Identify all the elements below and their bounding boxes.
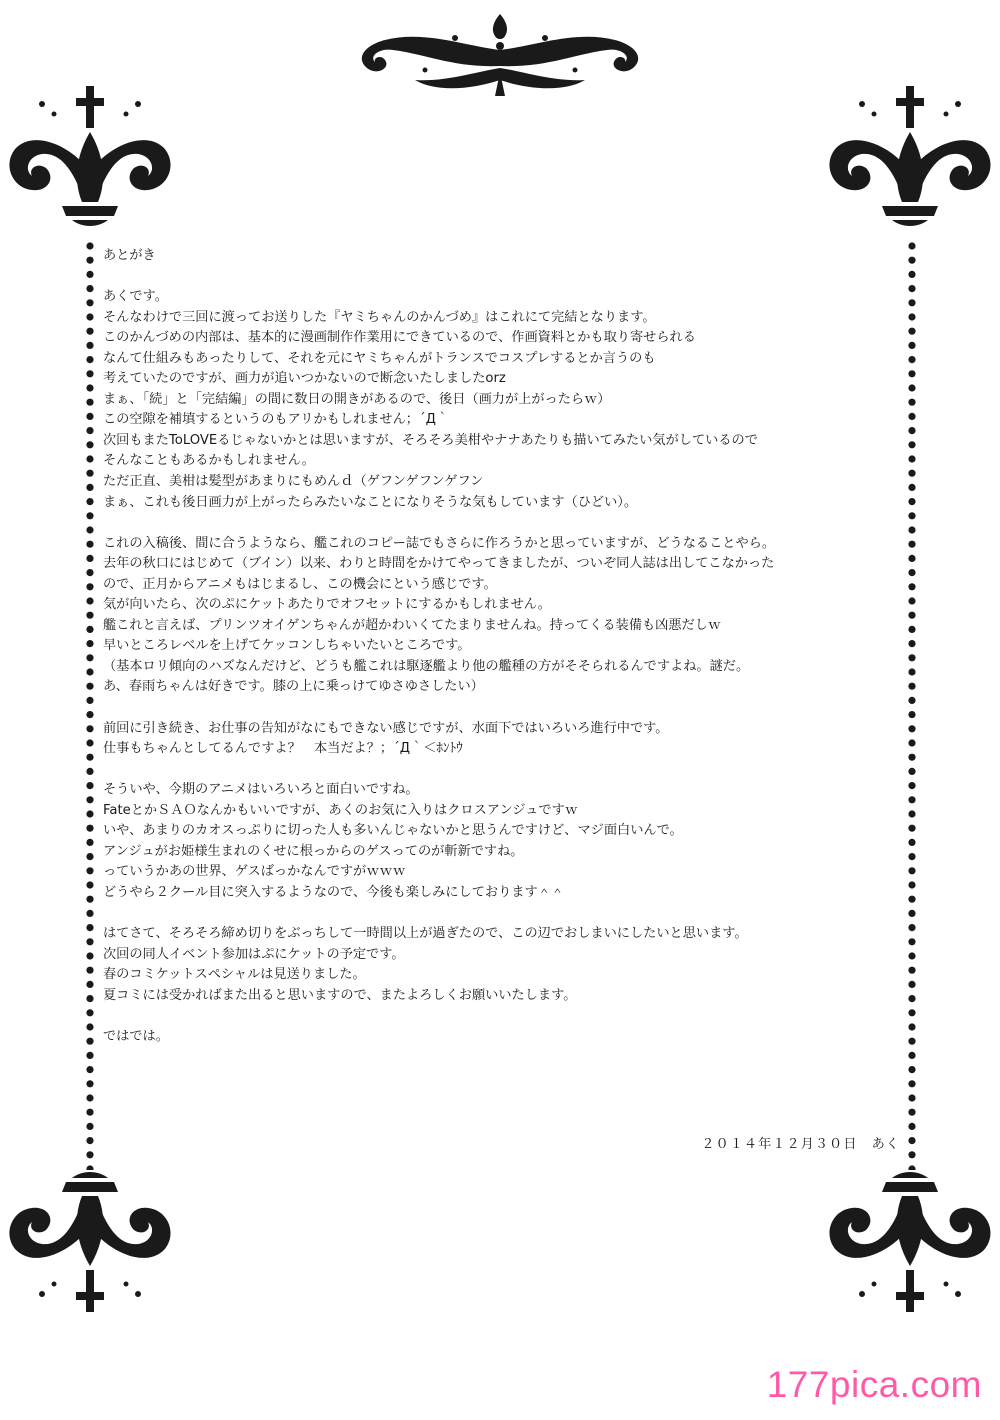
border-dot <box>86 1109 93 1116</box>
text-line: まぁ、これも後日画力が上がったらみたいなことになりそうな気もしています（ひどい）。 <box>103 494 638 510</box>
border-dot <box>908 754 915 761</box>
border-dot <box>908 569 915 576</box>
paragraph-gap <box>103 904 903 925</box>
border-dot <box>908 739 915 746</box>
border-dot <box>86 257 93 264</box>
border-dot <box>86 427 93 434</box>
site-watermark: 177pica.com <box>766 1364 982 1405</box>
border-dot <box>908 413 915 420</box>
border-dot <box>908 427 915 434</box>
border-dot <box>86 441 93 448</box>
border-dot <box>86 313 93 320</box>
right-dotted-border <box>906 240 918 1170</box>
border-dot <box>86 299 93 306</box>
border-dot <box>86 399 93 406</box>
border-dot <box>908 782 915 789</box>
paragraph-gap <box>103 513 903 534</box>
border-dot <box>86 853 93 860</box>
border-dot <box>908 867 915 874</box>
border-dot <box>908 1038 915 1045</box>
border-dot <box>908 952 915 959</box>
text-line: このかんづめの内部は、基本的に漫画制作作業用にできているので、作画資料とかも取り寄せられる <box>103 330 696 346</box>
border-dot <box>908 512 915 519</box>
border-dot <box>908 370 915 377</box>
border-dot <box>86 1151 93 1158</box>
text-line: （基本ロリ傾向のハズなんだけど、どうも艦これは駆逐艦より他の艦種の方がそそられるんですよね。謎だ。 <box>103 658 750 674</box>
border-dot <box>908 555 915 562</box>
border-dot <box>908 910 915 917</box>
border-dot <box>86 654 93 661</box>
border-dot <box>86 271 93 278</box>
border-dot <box>908 1080 915 1087</box>
border-dot <box>86 1080 93 1087</box>
border-dot <box>908 384 915 391</box>
border-dot <box>908 399 915 406</box>
text-line: っていうかあの世界、ゲスばっかなんですがｗｗｗ <box>103 864 406 880</box>
border-dot <box>86 896 93 903</box>
border-dot <box>86 1052 93 1059</box>
border-dot <box>86 668 93 675</box>
border-dot <box>86 1066 93 1073</box>
border-dot <box>908 441 915 448</box>
text-line: 春のコミケットスペシャルは見送りました。 <box>103 967 366 983</box>
border-dot <box>908 995 915 1002</box>
border-dot <box>86 1038 93 1045</box>
text-line: ただ正直、美柑は髪型があまりにもめんｄ（ゲフンゲフンゲフン <box>103 474 484 490</box>
border-dot <box>86 839 93 846</box>
afterword-body <box>103 287 903 1047</box>
border-dot <box>86 569 93 576</box>
border-dot <box>908 810 915 817</box>
border-dot <box>86 739 93 746</box>
border-dot <box>86 541 93 548</box>
border-dot <box>908 583 915 590</box>
border-dot <box>908 711 915 718</box>
afterword-text <box>103 246 903 1047</box>
border-dot <box>908 768 915 775</box>
top-right-cross-ornament <box>822 82 998 230</box>
border-dot <box>908 484 915 491</box>
text-line: ではでは。 <box>103 1028 169 1044</box>
text-line: 前回に引き続き、お仕事の告知がなにもできない感じですが、水面下ではいろいろ進行中です。 <box>103 720 669 736</box>
border-dot <box>908 541 915 548</box>
border-dot <box>908 967 915 974</box>
border-dot <box>86 796 93 803</box>
border-dot <box>86 768 93 775</box>
border-dot <box>908 1137 915 1144</box>
paragraph-gap <box>103 1006 903 1027</box>
border-dot <box>908 654 915 661</box>
border-dot <box>86 1009 93 1016</box>
border-dot <box>86 938 93 945</box>
border-dot <box>908 938 915 945</box>
border-dot <box>86 413 93 420</box>
border-dot <box>908 853 915 860</box>
border-dot <box>908 1165 915 1170</box>
border-dot <box>908 257 915 264</box>
border-dot <box>86 484 93 491</box>
border-dot <box>86 583 93 590</box>
border-dot <box>86 995 93 1002</box>
border-dot <box>908 612 915 619</box>
border-dot <box>908 839 915 846</box>
border-dot <box>908 498 915 505</box>
spacer <box>103 267 903 288</box>
border-dot <box>908 725 915 732</box>
border-dot <box>86 810 93 817</box>
border-dot <box>908 640 915 647</box>
border-dot <box>86 597 93 604</box>
text-line: 次回の同人イベント参加はぷにケットの予定です。 <box>103 946 405 962</box>
border-dot <box>908 981 915 988</box>
border-dot <box>86 1165 93 1170</box>
text-line: いや、あまりのカオスっぷりに切った人も多いんじゃないかと思うんですけど、マジ面白いんで。 <box>103 823 683 839</box>
text-line: あくです。 <box>103 289 168 305</box>
border-dot <box>908 896 915 903</box>
border-dot <box>86 356 93 363</box>
afterword-title: あとがき <box>103 248 156 263</box>
text-line: はてさて、そろそろ締め切りをぶっちして一時間以上が過ぎたので、この辺でおしまいにしたいと思います。 <box>103 926 748 942</box>
border-dot <box>908 328 915 335</box>
text-line: アンジュがお姫様生まれのくせに根っからのゲスってのが斬新ですね。 <box>103 843 524 859</box>
text-line: 夏コミには受かればまた出ると思いますので、またよろしくお願いいたします。 <box>103 987 577 1003</box>
border-dot <box>908 285 915 292</box>
border-dot <box>86 1137 93 1144</box>
border-dot <box>86 981 93 988</box>
border-dot <box>86 711 93 718</box>
border-dot <box>86 1123 93 1130</box>
top-flourish-ornament <box>345 10 655 100</box>
border-dot <box>908 597 915 604</box>
left-dotted-border <box>84 240 96 1170</box>
border-dot <box>908 1066 915 1073</box>
border-dot <box>86 924 93 931</box>
text-line: FateとかＳＡＯなんかもいいですが、あくのお気に入りはクロスアンジュですｗ <box>103 802 578 818</box>
border-dot <box>908 924 915 931</box>
border-dot <box>86 1023 93 1030</box>
border-dot <box>86 342 93 349</box>
bottom-right-cross-ornament <box>822 1168 998 1316</box>
text-line: なんて仕組みもあったりして、それを元にヤミちゃんがトランスでコスプレするとか言うのも <box>103 350 656 366</box>
text-line: 艦これと言えば、プリンツオイゲンちゃんが超かわいくてたまりませんね。持ってくる装備も凶悪だしｗ <box>103 617 722 633</box>
text-line: 早いところレベルを上げてケッコンしちゃいたいところです。 <box>103 638 471 654</box>
border-dot <box>908 697 915 704</box>
border-dot <box>86 242 93 249</box>
border-dot <box>908 271 915 278</box>
border-dot <box>86 683 93 690</box>
border-dot <box>86 384 93 391</box>
text-line: この空隙を補填するというのもアリかもしれません；´Д｀ <box>103 412 450 428</box>
border-dot <box>86 328 93 335</box>
border-dot <box>86 526 93 533</box>
border-dot <box>908 881 915 888</box>
border-dot <box>908 342 915 349</box>
text-line: 次回もまたToLOVEるじゃないかとは思いますが、そろそろ美柑やナナあたりも描いてみたい気がしているので <box>103 432 758 448</box>
border-dot <box>908 1009 915 1016</box>
text-line: これの入稿後、間に合うようなら、艦これのコピー誌でもさらに作ろうかと思っていますが、どうなることやら。 <box>103 535 776 551</box>
text-line: まぁ、「続」と「完結編」の間に数日の開きがあるので、後日（画力が上がったらｗ） <box>103 391 611 407</box>
date-signature: ２０１４年１２月３０日 あく <box>701 1137 900 1152</box>
text-line: そういや、今期のアニメはいろいろと面白いですね。 <box>103 782 419 798</box>
border-dot <box>908 683 915 690</box>
border-dot <box>908 526 915 533</box>
border-dot <box>86 455 93 462</box>
border-dot <box>86 754 93 761</box>
border-dot <box>908 313 915 320</box>
bottom-left-cross-ornament <box>2 1168 178 1316</box>
border-dot <box>86 370 93 377</box>
border-dot <box>86 498 93 505</box>
border-dot <box>86 612 93 619</box>
text-line: 仕事もちゃんとしてるんですよ？ 本当だよ？；´Д｀＜ﾎﾝﾄｳ <box>103 741 463 757</box>
text-line: そんなわけで三回に渡ってお送りした『ヤミちゃんのかんづめ』はこれにて完結となります。 <box>103 309 656 325</box>
border-dot <box>86 881 93 888</box>
border-dot <box>86 782 93 789</box>
border-dot <box>908 626 915 633</box>
border-dot <box>86 512 93 519</box>
text-line: 気が向いたら、次のぷにケットあたりでオフセットにするかもしれません。 <box>103 597 551 613</box>
border-dot <box>908 356 915 363</box>
border-dot <box>908 1094 915 1101</box>
border-dot <box>908 668 915 675</box>
border-dot <box>86 470 93 477</box>
text-line: あ、春雨ちゃんは好きです。膝の上に乗っけてゆさゆさしたい） <box>103 679 484 695</box>
border-dot <box>908 242 915 249</box>
text-line: どうやら２クール目に突入するようなので、今後も楽しみにしております＾＾ <box>103 884 565 900</box>
text-line: 考えていたのですが、画力が追いつかないので断念いたしましたorz <box>103 371 506 387</box>
border-dot <box>86 725 93 732</box>
border-dot <box>86 1094 93 1101</box>
border-dot <box>908 825 915 832</box>
border-dot <box>86 952 93 959</box>
paragraph-gap <box>103 760 903 781</box>
border-dot <box>908 455 915 462</box>
border-dot <box>86 910 93 917</box>
border-dot <box>86 697 93 704</box>
border-dot <box>908 299 915 306</box>
border-dot <box>86 285 93 292</box>
border-dot <box>86 555 93 562</box>
border-dot <box>86 867 93 874</box>
border-dot <box>908 796 915 803</box>
border-dot <box>86 967 93 974</box>
border-dot <box>908 1109 915 1116</box>
border-dot <box>908 1023 915 1030</box>
paragraph-gap <box>103 698 903 719</box>
border-dot <box>908 1151 915 1158</box>
border-dot <box>86 825 93 832</box>
border-dot <box>908 1052 915 1059</box>
border-dot <box>86 626 93 633</box>
text-line: 去年の秋口にはじめて（ブイン）以来、わりと時間をかけてやってきましたが、ついぞ同人誌は出してこなかった <box>103 556 775 572</box>
border-dot <box>86 640 93 647</box>
text-line: ので、正月からアニメもはじまるし、この機会にという感じです。 <box>103 576 497 592</box>
border-dot <box>908 470 915 477</box>
top-left-cross-ornament <box>2 82 178 230</box>
border-dot <box>908 1123 915 1130</box>
text-line: そんなこともあるかもしれません。 <box>103 453 315 469</box>
